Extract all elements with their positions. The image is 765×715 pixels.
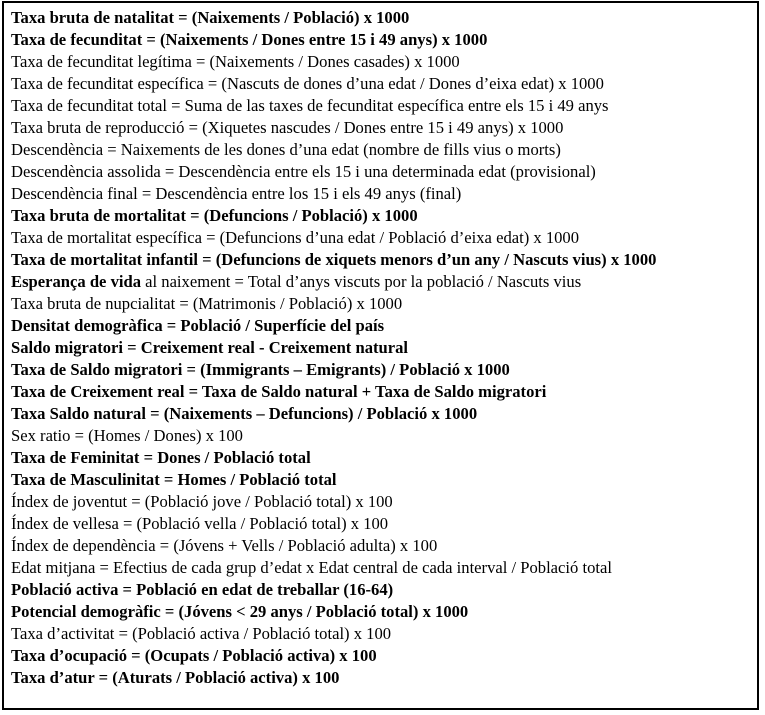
formula-line (11, 623, 757, 645)
formula-line-text: Sex ratio = (Homes / Dones) x 100 (11, 426, 243, 445)
formula-line-bold: Densitat demogràfica = Població / Superfície del país (11, 316, 385, 335)
formula-line-text: Descendència = Naixements de les dones d’una edat (nombre de fills vius o morts) (11, 140, 561, 159)
formula-line (11, 183, 757, 205)
formula-line (11, 557, 757, 579)
formula-line-bold: Taxa de Creixement real = Taxa de Saldo natural + Taxa de Saldo migratori (11, 382, 547, 401)
formula-line (11, 7, 757, 29)
formula-line (11, 403, 757, 425)
formula-line (11, 227, 757, 249)
formula-line-bold: Taxa d’atur = (Aturats / Població activa) x 100 (11, 668, 340, 687)
formula-line-text: Taxa bruta de reproducció = (Xiquetes nascudes / Dones entre 15 i 49 anys) x 1000 (11, 118, 564, 137)
formula-line-text: Índex de joventut = (Població jove / Població total) x 100 (11, 492, 393, 511)
formula-line-bold: Taxa de Feminitat = Dones / Població total (11, 448, 311, 467)
formula-line-text: Índex de vellesa = (Població vella / Població total) x 100 (11, 514, 389, 533)
formula-line (11, 315, 757, 337)
formula-line (11, 535, 757, 557)
formula-line (11, 139, 757, 161)
formula-line-text: Taxa de fecunditat total = Suma de las taxes de fecunditat específica entre els 15 i 49 anys (11, 96, 609, 115)
formula-line-text: Taxa d’activitat = (Població activa / Població total) x 100 (11, 624, 392, 643)
formula-line-text: Descendència assolida = Descendència entre els 15 i una determinada edat (provisional) (11, 162, 596, 181)
formula-line (11, 469, 757, 491)
formula-line-text: Descendència final = Descendència entre los 15 i els 49 anys (final) (11, 184, 462, 203)
formula-line (11, 381, 757, 403)
formula-line-text: al naixement = Total d’anys viscuts por la població / Nascuts vius (141, 272, 582, 291)
formula-line-bold: Saldo migratori = Creixement real - Creixement natural (11, 338, 409, 357)
formula-line-bold: Taxa d’ocupació = (Ocupats / Població activa) x 100 (11, 646, 377, 665)
formula-line (11, 249, 757, 271)
formula-line-bold: Taxa de Saldo migratori = (Immigrants – Emigrants) / Població x 1000 (11, 360, 510, 379)
formula-line (11, 337, 757, 359)
formula-line (11, 425, 757, 447)
formula-line (11, 447, 757, 469)
formula-line-bold: Esperança de vida (11, 272, 141, 291)
formula-line-text: Taxa de mortalitat específica = (Defuncions d’una edat / Població d’eixa edat) x 1000 (11, 228, 580, 247)
formula-line (11, 359, 757, 381)
formula-line (11, 601, 757, 623)
formula-line (11, 271, 757, 293)
formula-line (11, 205, 757, 227)
formula-line (11, 161, 757, 183)
formula-line (11, 513, 757, 535)
formula-line-bold: Taxa de fecunditat = (Naixements / Dones entre 15 i 49 anys) x 1000 (11, 30, 488, 49)
formula-line-bold: Població activa = Població en edat de treballar (16-64) (11, 580, 394, 599)
formula-line (11, 29, 757, 51)
formula-line-text: Taxa de fecunditat legítima = (Naixements / Dones casades) x 1000 (11, 52, 460, 71)
formula-box (2, 1, 759, 710)
formula-line-text: Edat mitjana = Efectius de cada grup d’edat x Edat central de cada interval / Població total (11, 558, 612, 577)
formula-line (11, 491, 757, 513)
formula-line (11, 95, 757, 117)
formula-line-bold: Taxa de Masculinitat = Homes / Població total (11, 470, 337, 489)
formula-line (11, 667, 757, 689)
formula-line-bold: Taxa bruta de mortalitat = (Defuncions / Població) x 1000 (11, 206, 418, 225)
formula-line-bold: Potencial demogràfic = (Jóvens < 29 anys / Població total) x 1000 (11, 602, 469, 621)
formula-line (11, 117, 757, 139)
formula-line-bold: Taxa Saldo natural = (Naixements – Defuncions) / Població x 1000 (11, 404, 478, 423)
formula-line-bold: Taxa de mortalitat infantil = (Defuncions de xiquets menors d’un any / Nascuts vius) x 1000 (11, 250, 657, 269)
formula-line-text: Taxa de fecunditat específica = (Nascuts de dones d’una edat / Dones d’eixa edat) x 1000 (11, 74, 604, 93)
formula-line (11, 51, 757, 73)
formula-line (11, 579, 757, 601)
formula-line (11, 73, 757, 95)
formula-list (11, 7, 757, 689)
formula-line (11, 645, 757, 667)
formula-line-bold: Taxa bruta de natalitat = (Naixements / Població) x 1000 (11, 8, 410, 27)
formula-line-text: Taxa bruta de nupcialitat = (Matrimonis / Població) x 1000 (11, 294, 403, 313)
formula-line (11, 293, 757, 315)
formula-line-text: Índex de dependència = (Jóvens + Vells / Població adulta) x 100 (11, 536, 438, 555)
